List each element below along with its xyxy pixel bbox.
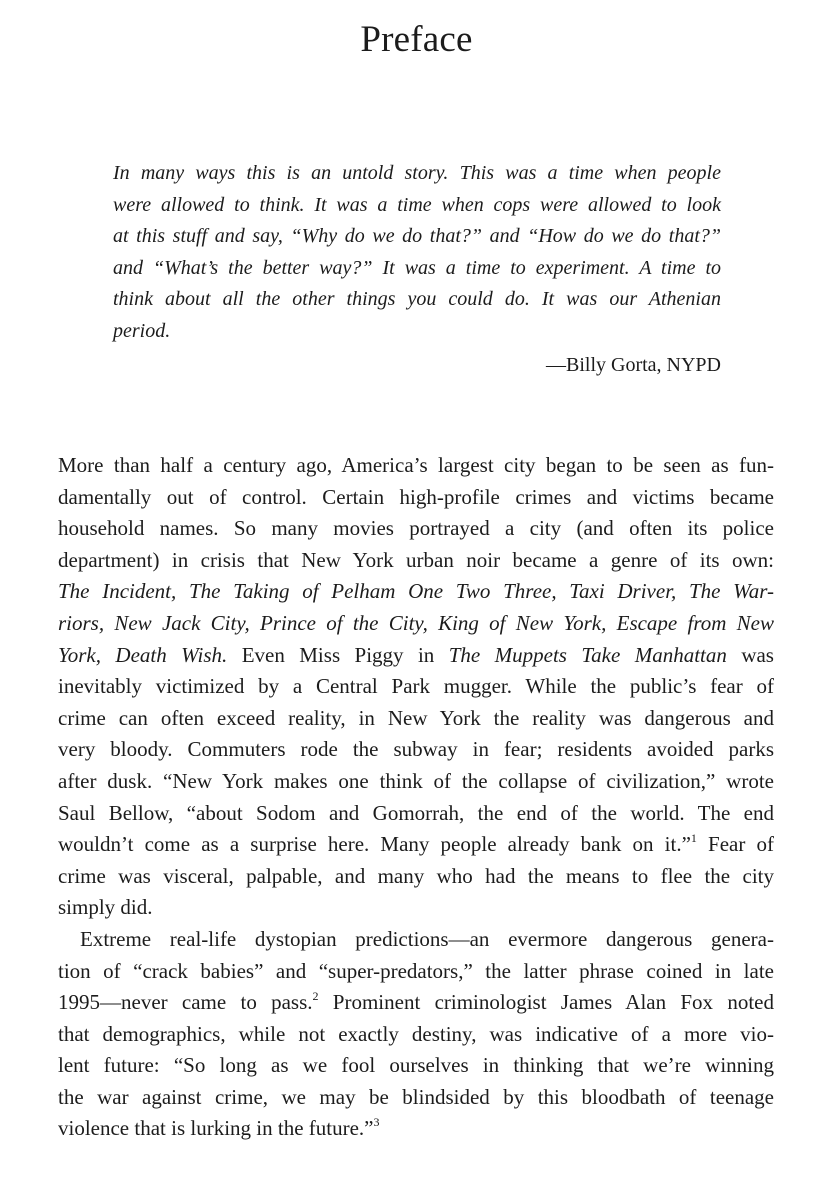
body-text-run: was (726, 642, 774, 667)
epigraph-line: were allowed to think. It was a time when cops were allowed to look (113, 193, 721, 216)
epigraph-line: at this stuff and say, “Why do we do that?” and “How do we do that?” (113, 225, 721, 247)
body-line (58, 608, 774, 640)
film-titles: York, Death Wish. (58, 642, 228, 667)
body-line: crime can often exceed reality, in New York the reality was dangerous and (58, 705, 774, 730)
body-text-run: violence that is lurking in the future.” (58, 1116, 374, 1141)
epigraph-line: and “What’s the better way?” It was a time to experiment. A time to (113, 256, 721, 279)
epigraph-line: In many ways this is an untold story. This was a time when people (113, 162, 721, 184)
body-line (58, 829, 774, 861)
body-line (58, 576, 774, 608)
body-line: tion of “crack babies” and “super-predators,” the latter phrase coined in late (58, 958, 774, 983)
film-titles: riors, New Jack City, Prince of the City, King of New York, Escape from New (58, 610, 774, 635)
footnote-ref-1[interactable]: 1 (690, 831, 697, 846)
body-line (58, 987, 774, 1019)
body-line: Extreme real-life dystopian predictions—an evermore dangerous genera- (80, 926, 774, 951)
footnote-ref-2[interactable]: 2 (312, 989, 319, 1004)
body-line: More than half a century ago, America’s largest city began to be seen as fun- (58, 453, 774, 477)
body-line: simply did. (58, 895, 153, 920)
body-line: after dusk. “New York makes one think of the collapse of civilization,” wrote (58, 768, 774, 793)
body-line: department) in crisis that New York urban noir became a genre of its own: (58, 547, 774, 572)
body-text-run: Prominent criminologist James Alan Fox noted (318, 990, 774, 1015)
epigraph-line: period. (113, 319, 171, 342)
body-line (58, 1113, 774, 1145)
body-line: that demographics, while not exactly destiny, was indicative of a more vio- (58, 1021, 774, 1046)
film-title: The Muppets Take Manhattan (448, 642, 727, 667)
body-line: crime was visceral, palpable, and many who had the means to flee the city (58, 863, 774, 888)
body-line (58, 640, 774, 672)
body-text-run: wouldn’t come as a surprise here. Many people already bank on it.” (58, 832, 691, 857)
body-line: lent future: “So long as we fool ourselves in thinking that we’re winning (58, 1053, 774, 1078)
body-text (58, 450, 774, 1145)
body-line: damentally out of control. Certain high-profile crimes and victims became (58, 484, 774, 509)
epigraph (113, 158, 721, 347)
body-text-run: Fear of (696, 832, 774, 857)
body-text-run: 1995—never came to pass. (58, 990, 313, 1015)
body-line: household names. So many movies portrayed a city (and often its police (58, 516, 774, 541)
footnote-ref-3[interactable]: 3 (373, 1115, 380, 1130)
body-line: Saul Bellow, “about Sodom and Gomorrah, the end of the world. The end (58, 800, 774, 825)
body-line: very bloody. Commuters rode the subway in fear; residents avoided parks (58, 737, 774, 762)
epigraph-attribution: —Billy Gorta, NYPD (546, 354, 721, 376)
film-titles: The Incident, The Taking of Pelham One Two Three, Taxi Driver, The War- (58, 579, 774, 604)
page-title: Preface (360, 19, 473, 60)
body-text-run: Even Miss Piggy in (227, 642, 449, 667)
body-line: the war against crime, we may be blindsided by this bloodbath of teenage (58, 1084, 774, 1109)
epigraph-line: think about all the other things you could do. It was our Athenian (113, 288, 721, 310)
body-line: inevitably victimized by a Central Park mugger. While the public’s fear of (58, 674, 774, 699)
